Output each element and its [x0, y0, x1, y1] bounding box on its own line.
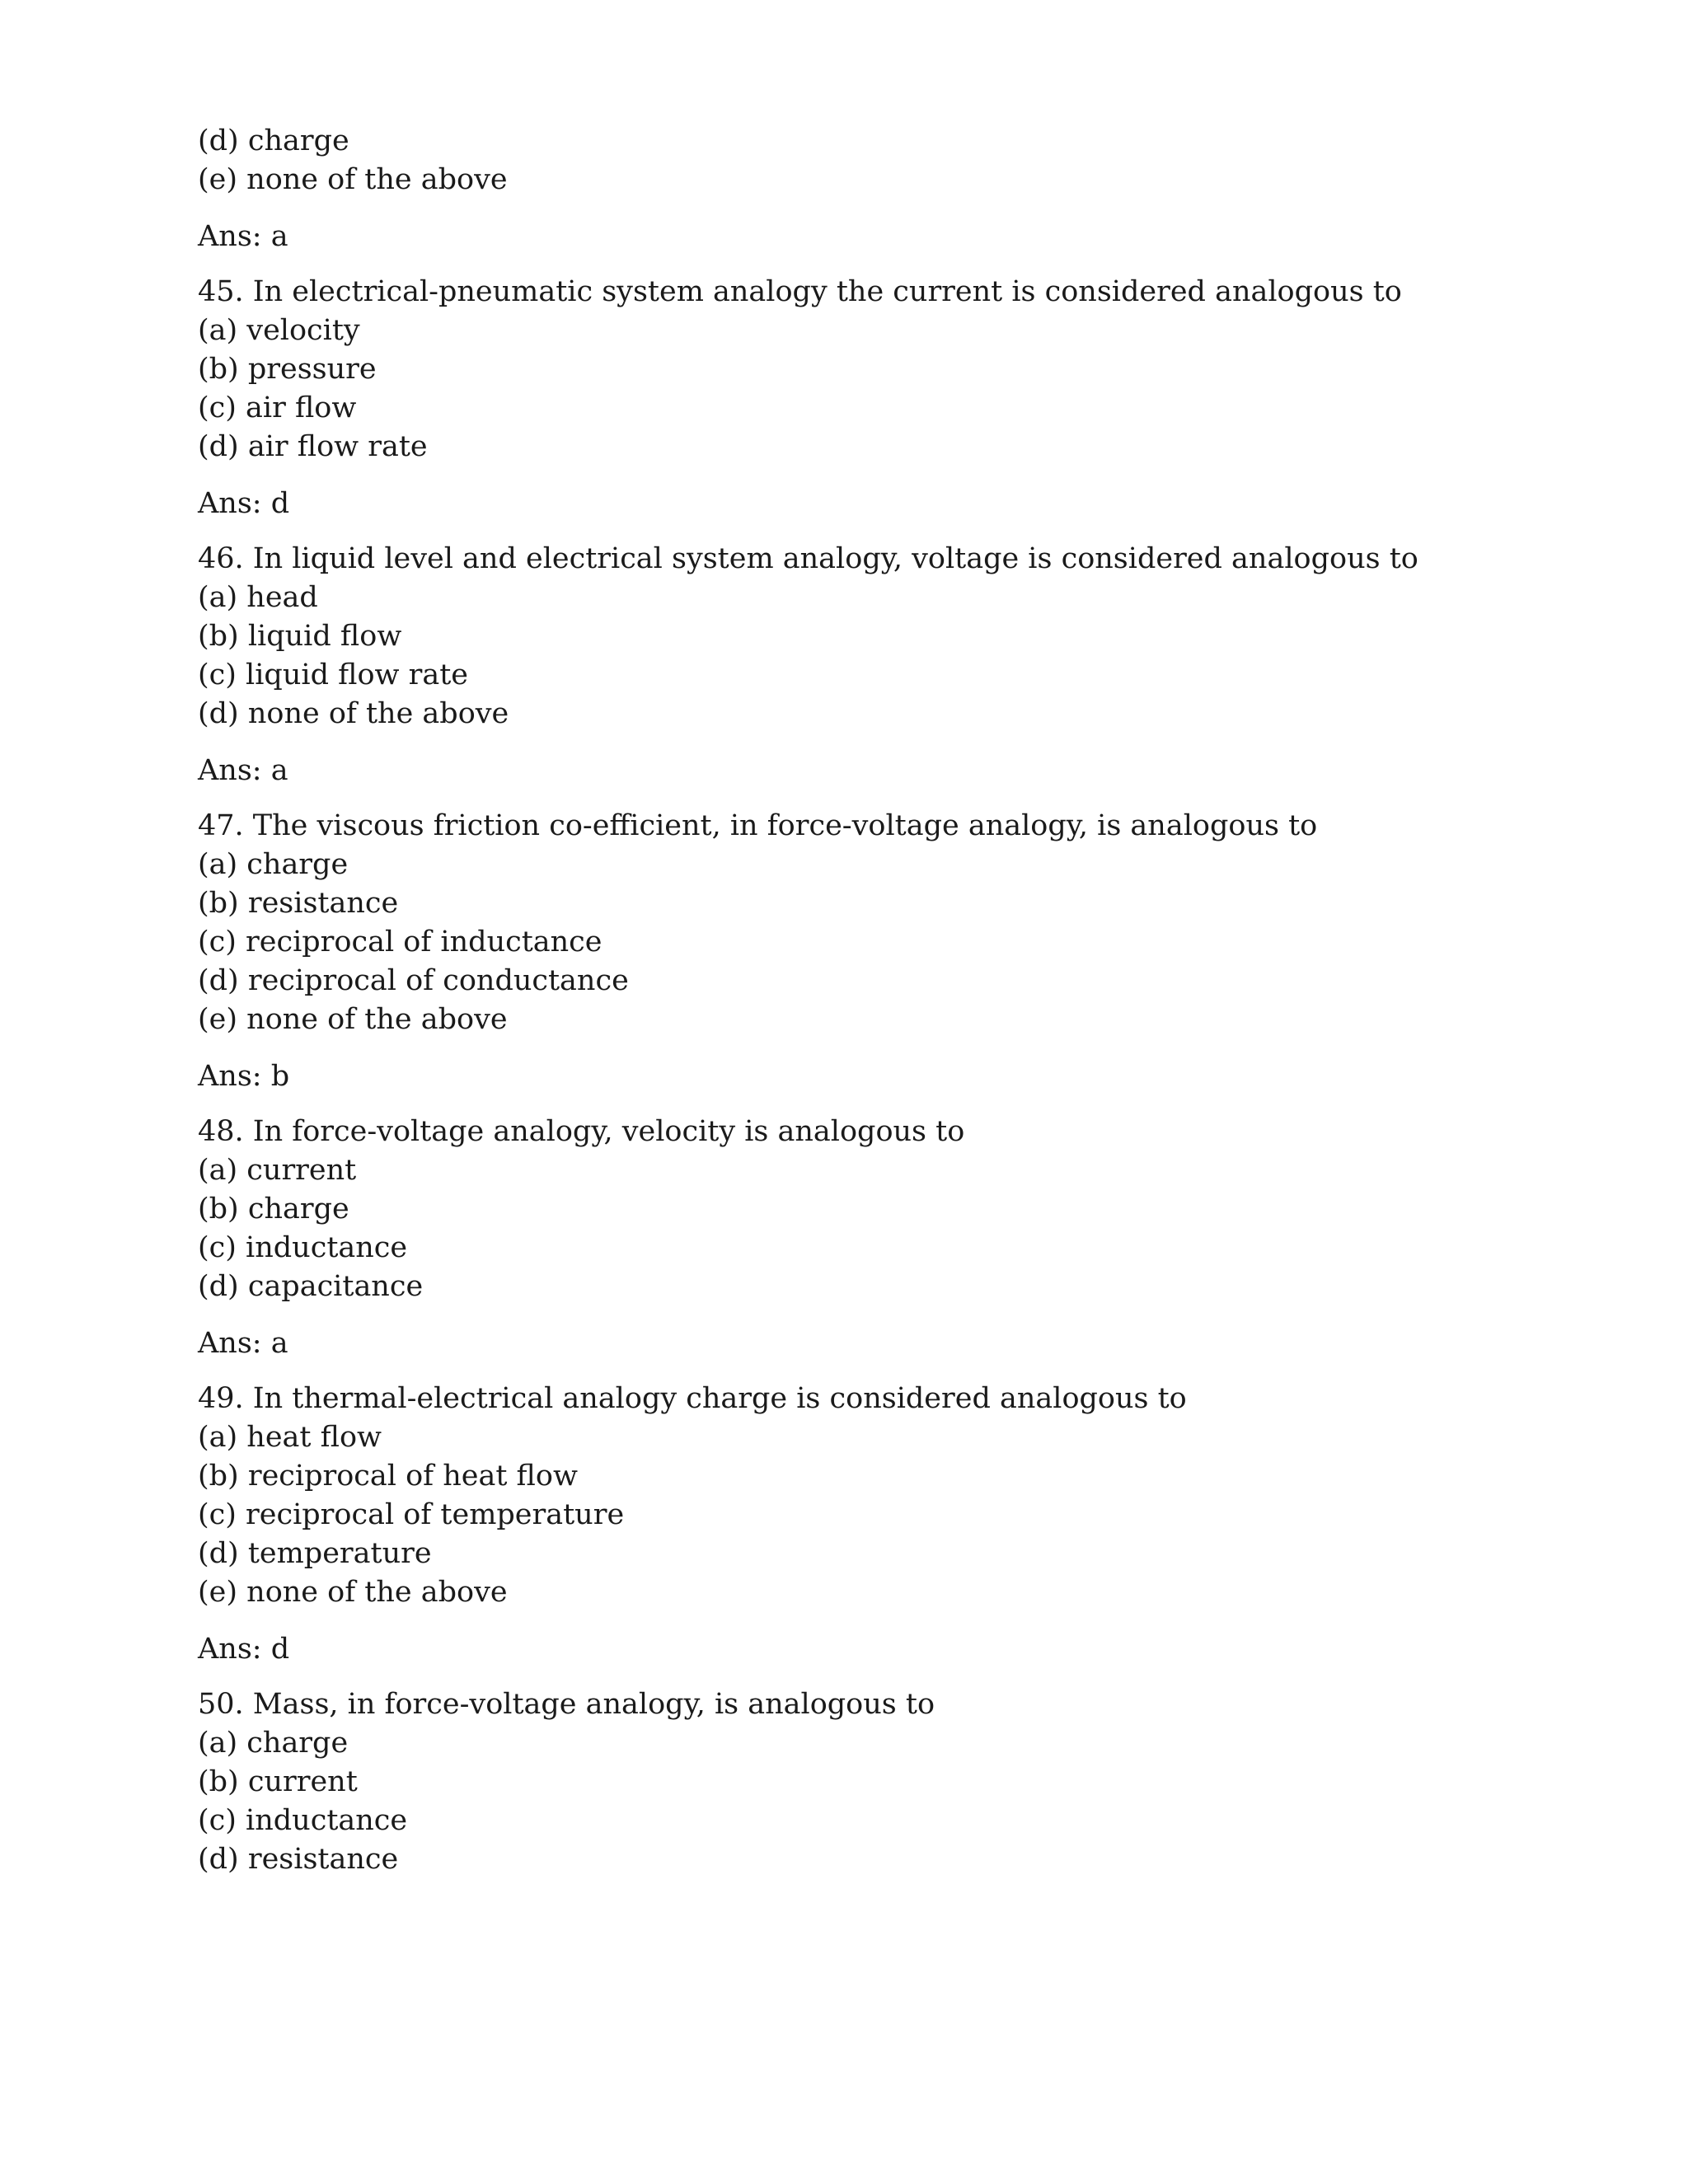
option: (b) pressure — [198, 353, 377, 386]
option: (b) resistance — [198, 887, 399, 920]
question-stem: 48. In force-voltage analogy, velocity is analogous to — [198, 1115, 965, 1148]
question-44-continuation — [198, 122, 1517, 256]
option: (b) reciprocal of heat flow — [198, 1460, 578, 1493]
answer: Ans: d — [198, 487, 290, 520]
option: (a) charge — [198, 848, 349, 881]
question-stem: 47. The viscous friction co-efficient, in force-voltage analogy, is analogous to — [198, 809, 1318, 842]
option: (a) head — [198, 581, 318, 614]
option: (d) capacitance — [198, 1270, 424, 1303]
option: (c) inductance — [198, 1231, 408, 1264]
question-stem: 45. In electrical-pneumatic system analogy the current is considered analogous to — [198, 275, 1402, 308]
option: (c) liquid flow rate — [198, 658, 468, 691]
option: (a) current — [198, 1154, 357, 1187]
answer: Ans: b — [198, 1060, 290, 1093]
question-stem: 46. In liquid level and electrical system analogy, voltage is considered analogous to — [198, 542, 1418, 575]
option: (c) reciprocal of inductance — [198, 926, 603, 958]
question-48 — [198, 1113, 1517, 1363]
answer: Ans: a — [198, 220, 288, 253]
option: (c) air flow — [198, 391, 357, 424]
answer: Ans: a — [198, 754, 288, 787]
answer: Ans: a — [198, 1327, 288, 1360]
answer: Ans: d — [198, 1633, 290, 1666]
question-stem: 50. Mass, in force-voltage analogy, is analogous to — [198, 1688, 935, 1721]
option: (c) inductance — [198, 1804, 408, 1837]
question-stem: 49. In thermal-electrical analogy charge is considered analogous to — [198, 1382, 1187, 1415]
option: (d) temperature — [198, 1537, 432, 1570]
option: (d) resistance — [198, 1843, 399, 1876]
question-47 — [198, 807, 1517, 1096]
option: (b) charge — [198, 1193, 349, 1226]
option: (a) heat flow — [198, 1421, 382, 1454]
option: (d) charge — [198, 124, 349, 157]
question-50 — [198, 1685, 1517, 1879]
option: (a) velocity — [198, 314, 360, 347]
option: (b) current — [198, 1765, 358, 1798]
option: (d) none of the above — [198, 697, 509, 730]
option: (c) reciprocal of temperature — [198, 1498, 625, 1531]
option: (e) none of the above — [198, 1576, 508, 1609]
option: (a) charge — [198, 1727, 349, 1760]
option: (e) none of the above — [198, 1003, 508, 1036]
question-49 — [198, 1380, 1517, 1669]
question-45 — [198, 273, 1517, 523]
option: (b) liquid flow — [198, 620, 402, 653]
option: (d) air flow rate — [198, 430, 428, 463]
document-page — [198, 122, 1517, 1879]
option: (e) none of the above — [198, 163, 508, 196]
option: (d) reciprocal of conductance — [198, 964, 629, 997]
question-46 — [198, 540, 1517, 790]
